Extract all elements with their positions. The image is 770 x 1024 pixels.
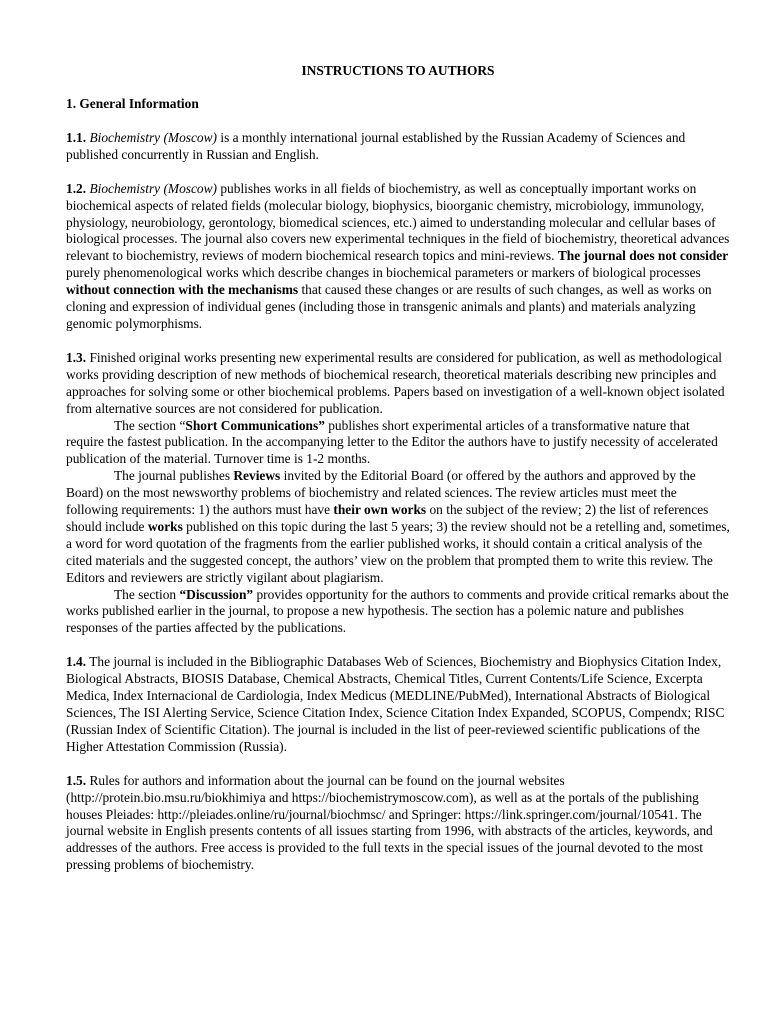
document-page — [66, 62, 730, 891]
journal-name: Biochemistry (Moscow) — [89, 129, 218, 145]
paragraph-text: is a monthly international journal established by the Russian Academy of Sciences and published concurrently in Russian and English. — [66, 129, 686, 162]
paragraph-1-4 — [66, 654, 730, 755]
paragraph-text: The section — [114, 586, 180, 602]
paragraph-short-communications — [66, 418, 730, 469]
paragraph-text: Finished original works presenting new experimental results are considered for publication, as well as methodological works providing description of new methods of biochemical research, theoretical materials describing new principles and approaches for solving some or other biochemical problems. Papers based on investigation of a well-known object isolated from alternative sources are not considered for publication. — [66, 349, 725, 416]
paragraph-text: The journal is included in the Bibliographic Databases Web of Sciences, Biochemistry and Biophysics Citation Index, Biological Abstracts, BIOSIS Database, Chemical Abstracts, Chemical Titles, Current Contents/Life Science, Excerpta Medica, Index Internacional de Cardiologia, Index Medicus (MEDLINE/PubMed), International Abstracts of Biological Sciences, The ISI Alerting Service, Science Citation Index, Science Citation Index Expanded, SCOPUS, Compendx; RISC (Russian Index of Scientific Citation). The journal is included in the list of peer-reviewed scientific publications of the Higher Attestation Commission (Russia). — [66, 654, 725, 754]
paragraph-text: on the subject of the review; 2) the list of references should include — [66, 502, 709, 534]
emphasis-text: “Discussion” — [179, 586, 254, 602]
emphasis-text: Reviews — [233, 468, 281, 484]
paragraph-text: Rules for authors and information about the journal can be found on the journal websites (http://protein.bio.msu.ru/biokhimiya and https://biochemistrymoscow.com), as well as at the portals of the publishing houses Pleiades: http://pleiades.online/ru/journal/biochmsc/ and Springer: https://link.springer.com/journal/10541. The journal website in English presents contents of all issues starting from 1996, with abstracts of the articles, keywords, and addresses of the authors. Free access is provided to the full texts in the special issues of the journal devoted to the most pressing problems of biochemistry. — [66, 772, 713, 873]
emphasis-text: works — [147, 518, 183, 534]
paragraph-text: invited by the Editorial Board (or offered by the authors and approved by the Board) on the most newsworthy problems of biochemistry and related sciences. The review articles must meet the following requirements: 1) the authors must have — [66, 468, 696, 518]
paragraph-text: The journal publishes — [114, 468, 234, 484]
section-heading-general-information: 1. General Information — [66, 96, 199, 111]
paragraph-text: publishes works in all fields of biochemistry, as well as conceptually important works on biochemical aspects of related fields (molecular biology, biophysics, bioorganic chemistry, microbiology, immunology, physiology, neurobiology, gerontology, biomedical sciences, etc.) aimed to understanding molecular and cellular bases of biological processes. The journal also covers new experimental techniques in the field of biochemistry, theoretical advances relevant to biochemistry, reviews of modern biochemical research topics and mini-reviews. — [66, 180, 730, 264]
journal-name: Biochemistry (Moscow) — [89, 180, 218, 196]
paragraph-number: 1.2. — [66, 180, 87, 196]
paragraph-text: published on this topic during the last 5 years; 3) the review should not be a retelling and, sometimes, a word for word quotation of the fragments from the earlier published works, it should contain a critical analysis of the cited materials and the suggested concept, the authors’ view on the problem that prompted them to write this review. The Editors and reviewers are strictly vigilant about plagiarism. — [66, 518, 730, 585]
paragraph-reviews — [66, 468, 730, 586]
emphasis-text: Short Communications” — [185, 417, 325, 433]
paragraph-number: 1.1. — [66, 129, 87, 145]
emphasis-text: their own works — [333, 502, 427, 518]
paragraph-discussion — [66, 587, 730, 638]
emphasis-text: The journal does not consider — [557, 248, 729, 264]
paragraph-1-5 — [66, 773, 730, 874]
paragraph-text: publishes short experimental articles of a transformative nature that require the fastest publication. In the accompanying letter to the Editor the authors have to justify necessity of accelerated publication of the material. Turnover time is 1-2 months. — [66, 417, 718, 467]
paragraph-number: 1.3. — [66, 349, 87, 365]
paragraph-1-2 — [66, 181, 730, 333]
paragraph-1-1 — [66, 130, 730, 164]
paragraph-1-3 — [66, 350, 730, 418]
paragraph-number: 1.5. — [66, 772, 87, 788]
paragraph-text: that caused these changes or are results of such changes, as well as works on cloning and expression of individual genes (including those in transgenic animals and plants) and materials analyzing genomic polymorphisms. — [66, 282, 712, 331]
paragraph-number: 1.4. — [66, 654, 87, 670]
paragraph-text: purely phenomenological works which describe changes in biochemical parameters or markers of biological processes — [66, 265, 701, 281]
document-title: INSTRUCTIONS TO AUTHORS — [301, 63, 495, 78]
paragraph-text: provides opportunity for the authors to comments and provide critical remarks about the works published earlier in the journal, to propose a new hypothesis. The section has a polemic nature and publishes responses of the parties affected by the publications. — [66, 586, 729, 636]
paragraph-text: The section “ — [114, 417, 186, 433]
emphasis-text: without connection with the mechanisms — [66, 282, 299, 298]
